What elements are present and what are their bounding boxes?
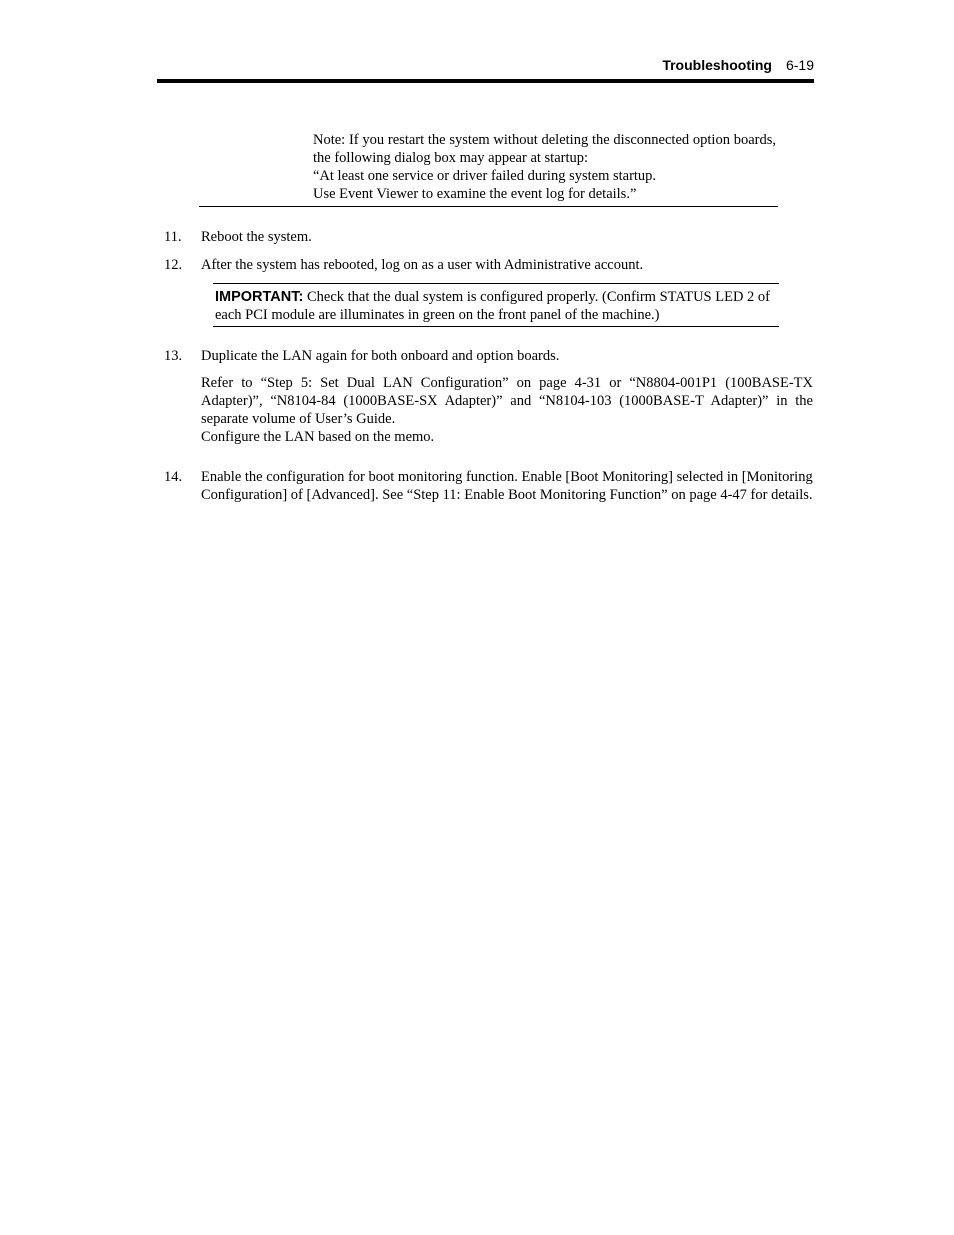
step-text: After the system has rebooted, log on as a user with Administrative account. [201, 257, 644, 273]
step-number: 13. [164, 348, 183, 364]
step-text: Reboot the system. [201, 229, 312, 245]
step-11 [164, 228, 814, 246]
step-number: 11. [164, 229, 182, 245]
reference-text: Refer to “Step 5: Set Dual LAN Configuration” on page 4-31 or “N8804-001P1 (100BASE-TX Adapter)”, “N8104-84 (1000BASE-SX Adapter)” and “N8104-103 (1000BASE-T Adapter)” in the separate volume of User’s Guide. [201, 375, 813, 427]
step-text: Enable the configuration for boot monitoring function. Enable [Boot Monitoring] selected in [Monitoring Configuration] of [Advanced]. See “Step 11: Enable Boot Monitoring Function” on page 4-47 for details. [201, 469, 813, 503]
step-12 [164, 256, 814, 274]
step-13-reference [201, 374, 813, 446]
step-13 [164, 347, 814, 365]
header-rule [157, 79, 814, 83]
step-number: 12. [164, 257, 183, 273]
page-header [157, 56, 814, 74]
important-box [213, 283, 779, 327]
step-14 [164, 468, 814, 504]
note-text [313, 131, 776, 203]
note-line-2: “At least one service or driver failed during system startup. [313, 168, 657, 184]
note-line-3: Use Event Viewer to examine the event log for details.” [313, 186, 637, 202]
important-label: IMPORTANT: [215, 289, 304, 305]
step-number: 14. [164, 469, 183, 485]
step-text: Duplicate the LAN again for both onboard and option boards. [201, 348, 560, 364]
section-title: Troubleshooting [662, 57, 772, 73]
page-number: 6-19 [785, 57, 814, 73]
note-box [199, 131, 778, 207]
important-text: Check that the dual system is configured properly. (Confirm STATUS LED 2 of each PCI module are illuminates in green on the front panel of the machine.) [215, 289, 770, 323]
note-line-1: Note: If you restart the system without deleting the disconnected option boards, the following dialog box may appear at startup: [313, 132, 776, 166]
memo-text: Configure the LAN based on the memo. [201, 429, 435, 445]
